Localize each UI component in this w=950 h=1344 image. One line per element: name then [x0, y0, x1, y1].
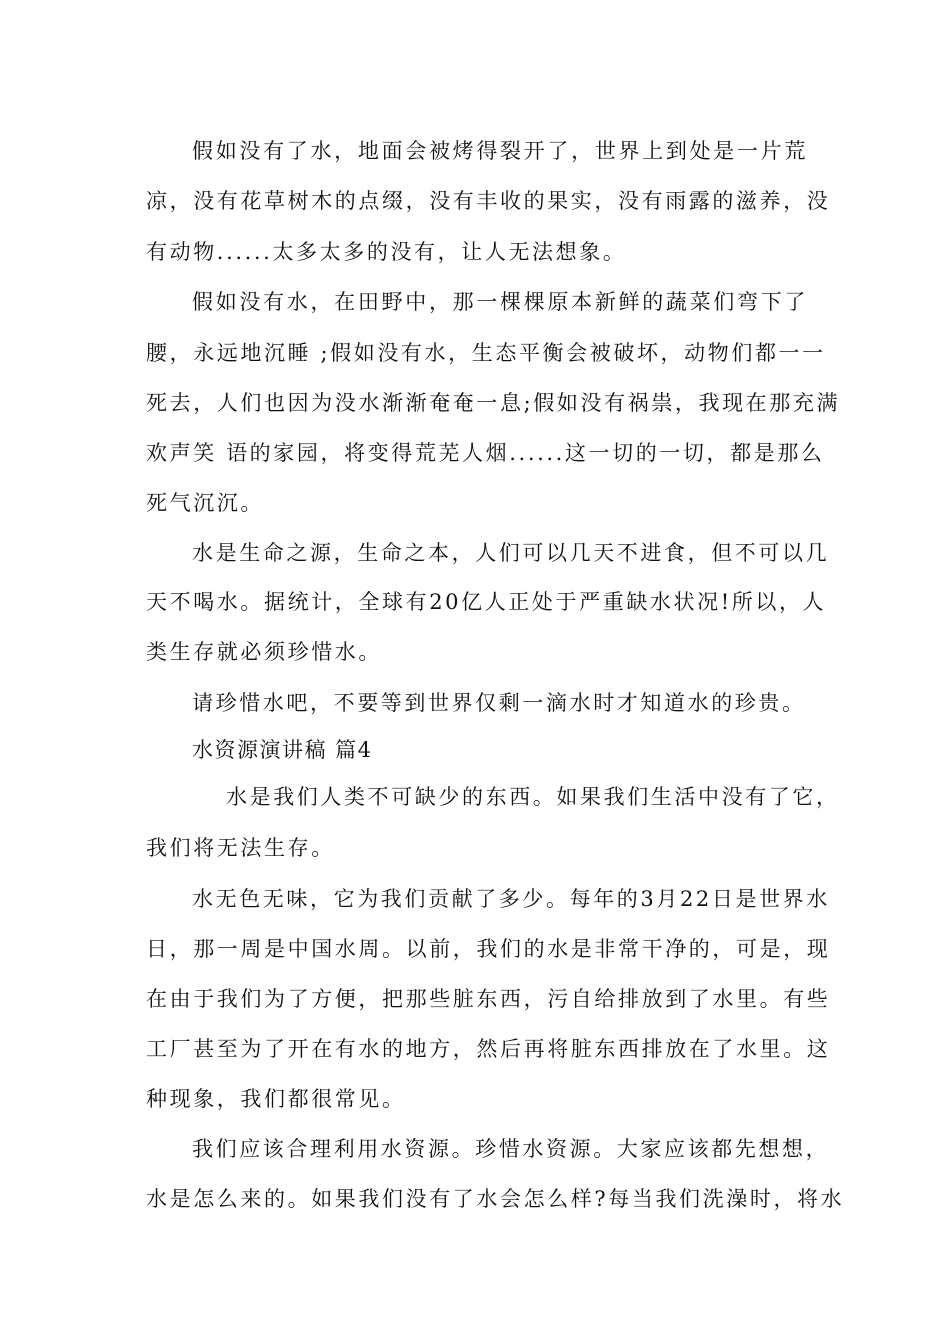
paragraph-line: 腰，永远地沉睡 ;假如没有水，生态平衡会被破坏，动物们都一一 [146, 341, 826, 365]
paragraph-line: 我们将无法生存。 [146, 836, 335, 860]
paragraph-line: 水是我们人类不可缺少的东西。如果我们生活中没有了它， [226, 785, 840, 809]
paragraph-line: 死气沉沉。 [146, 491, 264, 515]
paragraph-line: 凉，没有花草树木的点缀，没有丰收的果实，没有雨露的滋养，没 [146, 189, 831, 213]
paragraph-line: 假如没有了水，地面会被烤得裂开了，世界上到处是一片荒 [192, 139, 808, 163]
paragraph-line: 类生存就必须珍惜水。 [146, 640, 382, 664]
paragraph-line: 请珍惜水吧，不要等到世界仅剩一滴水时才知道水的珍贵。 [192, 691, 806, 715]
paragraph-line: 工厂甚至为了开在有水的地方，然后再将脏东西排放在了水里。这 [146, 1037, 831, 1061]
paragraph-line: 日，那一周是中国水周。以前，我们的水是非常干净的，可是，现 [146, 937, 831, 961]
paragraph-line: 我们应该合理利用水资源。珍惜水资源。大家应该都先想想， [192, 1137, 830, 1161]
paragraph-line: 假如没有水，在田野中，那一棵棵原本新鲜的蔬菜们弯下了 [192, 290, 808, 314]
section-heading: 水资源演讲稿 篇4 [192, 738, 373, 762]
paragraph-line: 天不喝水。据统计，全球有20亿人正处于严重缺水状况!所以，人 [146, 590, 827, 614]
paragraph-line: 在由于我们为了方便，把那些脏东西，污自给排放到了水里。有些 [146, 987, 831, 1011]
paragraph-line: 水是怎么来的。如果我们没有了水会怎么样?每当我们洗澡时，将水 [146, 1187, 845, 1211]
paragraph-line: 种现象，我们都很常见。 [146, 1087, 406, 1111]
paragraph-line: 水是生命之源，生命之本，人们可以几天不进食，但不可以几 [192, 541, 830, 565]
paragraph-line: 水无色无味，它为我们贡献了多少。每年的3月22日是世界水 [192, 887, 830, 911]
paragraph-line: 有动物......太多太多的没有，让人无法想象。 [146, 240, 627, 264]
paragraph-line: 死去，人们也因为没水渐渐奄奄一息;假如没有祸祟，我现在那充满 [146, 391, 841, 415]
paragraph-line: 欢声笑 语的家园，将变得荒芜人烟......这一切的一切，都是那么 [146, 441, 825, 465]
